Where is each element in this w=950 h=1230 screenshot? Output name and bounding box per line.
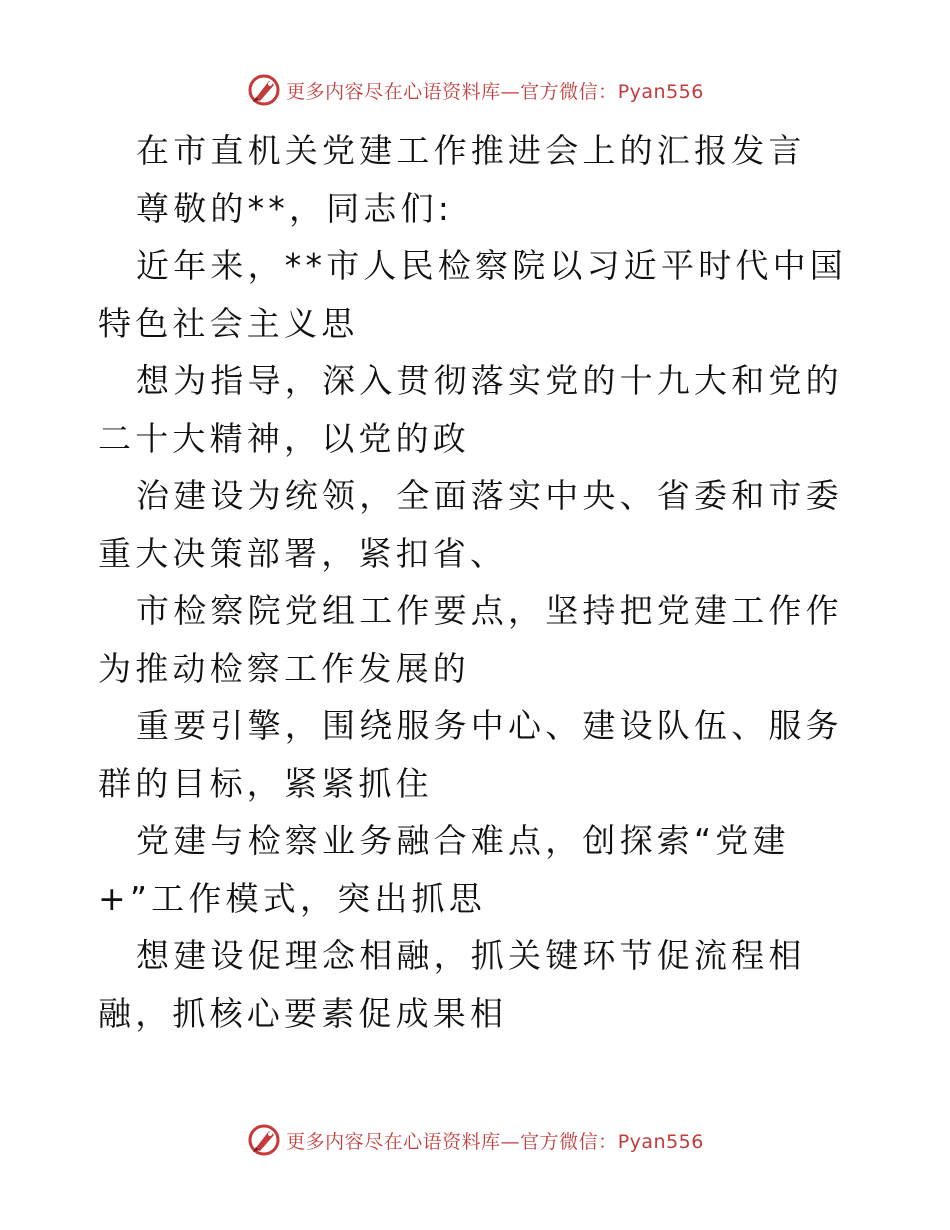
pen-nib-logo-icon [246,1122,282,1158]
document-paragraph: 治建设为统领，全面落实中央、省委和市委重大决策部署，紧扣省、 [98,476,843,573]
header-wechat-id: Pyan556 [617,80,704,103]
header-banner-content [246,72,704,108]
header-wechat-label: 官方微信： [520,80,618,103]
document-salutation: 尊敬的**，同志们: [136,188,454,228]
document-paragraph: 市检察院党组工作要点，坚持把党建工作作为推动检察工作发展的 [98,591,843,688]
footer-banner [0,1120,950,1160]
footer-dash: — [500,1130,521,1153]
header-site-name: 更多内容尽在心语资料库 [286,80,501,103]
header-dash: — [500,80,521,103]
document-paragraph: 重要引擎，围绕服务中心、建设队伍、服务群的目标，紧紧抓住 [98,706,843,803]
document-paragraph: 想建设促理念相融，抓关键环节促流程相融，抓核心要素促成果相 [98,936,806,1033]
header-banner [0,70,950,110]
footer-banner-text [286,1127,704,1154]
footer-wechat-label: 官方微信： [520,1130,618,1153]
footer-banner-content [246,1122,704,1158]
footer-site-name: 更多内容尽在心语资料库 [286,1130,501,1153]
document-paragraph: 近年来，**市人民检察院以习近平时代中国特色社会主义思 [98,246,847,343]
footer-wechat-id: Pyan556 [617,1130,704,1153]
document-paragraph: 想为指导，深入贯彻落实党的十九大和党的二十大精神，以党的政 [98,361,843,458]
header-banner-text [286,77,704,104]
document-paragraph: 党建与检察业务融合难点，创探索“党建+”工作模式，突出抓思 [98,821,790,918]
pen-nib-logo-icon [246,72,282,108]
document-title: 在市直机关党建工作推进会上的汇报发言 [136,131,806,170]
document-body [98,122,858,1042]
